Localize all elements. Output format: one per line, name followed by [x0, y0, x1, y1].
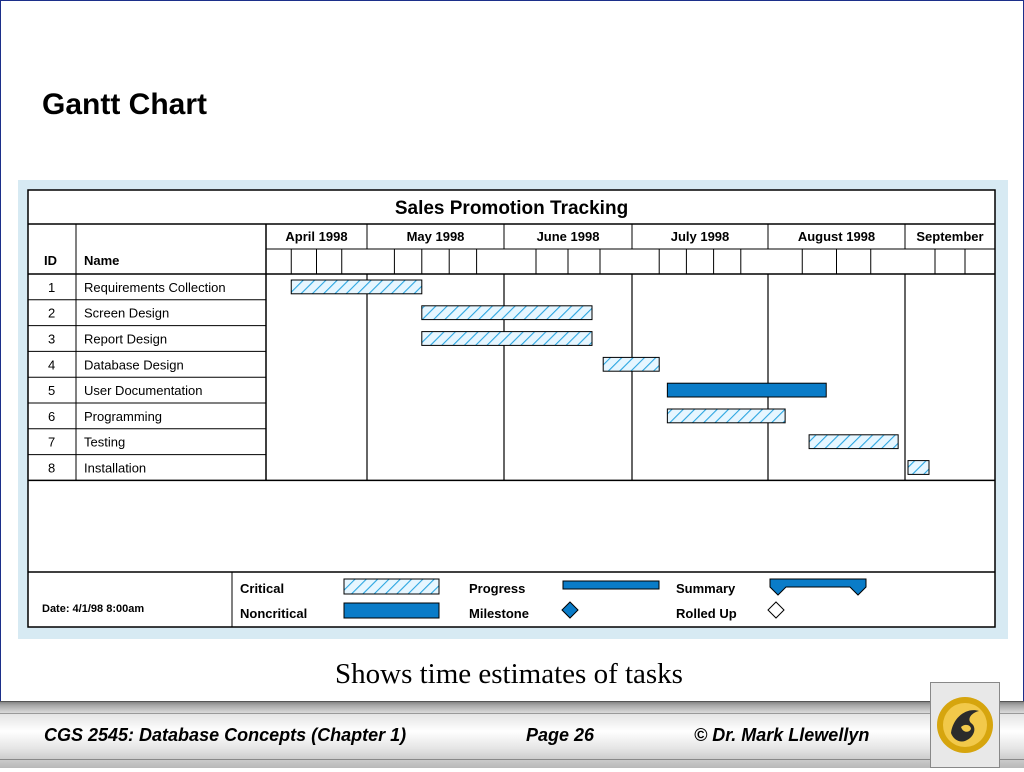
legend-milestone-label: Milestone	[469, 606, 529, 621]
task-id: 1	[48, 279, 56, 295]
legend-rolled-up-label: Rolled Up	[676, 606, 737, 621]
task-name: Programming	[84, 408, 163, 424]
task-bar	[422, 332, 592, 346]
legend-noncritical-label: Noncritical	[240, 606, 308, 621]
task-id: 4	[48, 357, 56, 373]
footer-course: CGS 2545: Database Concepts (Chapter 1)	[44, 725, 407, 745]
month-header: June 1998	[536, 229, 600, 244]
task-id: 7	[48, 434, 56, 450]
task-bar	[908, 461, 929, 475]
legend-progress-swatch	[563, 581, 659, 589]
task-name: Screen Design	[84, 305, 170, 321]
month-header: May 1998	[406, 229, 465, 244]
task-id: 2	[48, 305, 56, 321]
footer-page-number: Page 26	[526, 725, 595, 745]
column-header-name: Name	[84, 253, 120, 268]
chart-title: Sales Promotion Tracking	[394, 198, 629, 219]
slide-title: Gantt Chart	[42, 88, 207, 121]
task-name: Report Design	[84, 331, 168, 347]
status-date: Date: 4/1/98 8:00am	[42, 603, 145, 615]
ucf-pegasus-logo-icon	[930, 682, 1000, 768]
footer-author: © Dr. Mark Llewellyn	[694, 725, 870, 745]
month-header: July 1998	[670, 229, 730, 244]
footer-bar	[0, 701, 1024, 768]
task-name: Requirements Collection	[84, 279, 226, 295]
task-bar	[667, 409, 785, 423]
task-bar	[291, 280, 422, 294]
task-bar	[809, 435, 898, 449]
month-header: April 1998	[285, 229, 348, 244]
legend-noncritical-swatch	[344, 603, 439, 618]
gantt-chart	[18, 180, 1008, 639]
task-bar	[422, 306, 592, 320]
legend-critical-label: Critical	[240, 581, 285, 596]
task-bar	[667, 383, 826, 397]
task-bar	[603, 357, 659, 371]
task-id: 5	[48, 383, 56, 399]
column-header-id: ID	[44, 253, 57, 268]
legend-progress-label: Progress	[469, 581, 526, 596]
legend-critical-swatch	[344, 579, 439, 594]
task-id: 8	[48, 460, 56, 476]
gantt-chart-figure	[18, 180, 1008, 639]
legend-summary-label: Summary	[676, 581, 736, 596]
task-name: Installation	[84, 460, 147, 476]
task-name: Testing	[84, 434, 126, 450]
slide-caption: Shows time estimates of tasks	[335, 658, 683, 690]
chart-panel	[28, 190, 995, 627]
task-id: 3	[48, 331, 56, 347]
month-header: September	[916, 229, 984, 244]
task-name: Database Design	[84, 357, 184, 373]
task-id: 6	[48, 408, 56, 424]
task-name: User Documentation	[84, 383, 203, 399]
month-header: August 1998	[797, 229, 876, 244]
